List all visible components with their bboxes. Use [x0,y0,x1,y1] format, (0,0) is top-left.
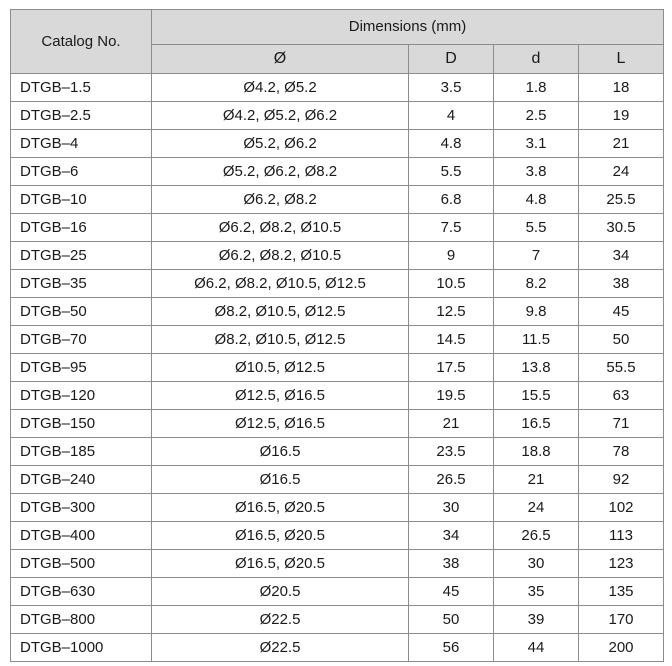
d-cell: 24 [494,494,579,522]
d-cell: 13.8 [494,354,579,382]
d-cell: 11.5 [494,326,579,354]
L-cell: 24 [579,158,664,186]
L-cell: 19 [579,102,664,130]
L-cell: 113 [579,522,664,550]
D-cell: 38 [409,550,494,578]
diameter-cell: Ø4.2, Ø5.2, Ø6.2 [152,102,409,130]
D-cell: 56 [409,634,494,662]
table-row [11,214,664,242]
catalog-cell: DTGB–300 [11,494,152,522]
D-cell: 17.5 [409,354,494,382]
catalog-cell: DTGB–95 [11,354,152,382]
catalog-cell: DTGB–10 [11,186,152,214]
catalog-cell: DTGB–16 [11,214,152,242]
L-cell: 170 [579,606,664,634]
d-cell: 8.2 [494,270,579,298]
d-cell: 1.8 [494,74,579,102]
D-cell: 7.5 [409,214,494,242]
table-row [11,130,664,158]
L-cell: 21 [579,130,664,158]
diameter-cell: Ø6.2, Ø8.2, Ø10.5 [152,214,409,242]
D-column-header: D [409,45,494,74]
diameter-cell: Ø5.2, Ø6.2, Ø8.2 [152,158,409,186]
table-row [11,102,664,130]
d-column-header: d [494,45,579,74]
catalog-cell: DTGB–630 [11,578,152,606]
L-cell: 34 [579,242,664,270]
d-cell: 4.8 [494,186,579,214]
diameter-cell: Ø12.5, Ø16.5 [152,410,409,438]
table-row [11,298,664,326]
D-cell: 30 [409,494,494,522]
header-row-top [11,10,664,45]
table-row [11,438,664,466]
diameter-cell: Ø16.5, Ø20.5 [152,522,409,550]
D-cell: 4 [409,102,494,130]
D-cell: 6.8 [409,186,494,214]
d-cell: 3.8 [494,158,579,186]
D-cell: 12.5 [409,298,494,326]
L-column-header: L [579,45,664,74]
D-cell: 23.5 [409,438,494,466]
diameter-cell: Ø16.5 [152,466,409,494]
catalog-cell: DTGB–185 [11,438,152,466]
catalog-cell: DTGB–1.5 [11,74,152,102]
d-cell: 15.5 [494,382,579,410]
diameter-cell: Ø16.5, Ø20.5 [152,550,409,578]
L-cell: 38 [579,270,664,298]
L-cell: 92 [579,466,664,494]
d-cell: 44 [494,634,579,662]
catalog-cell: DTGB–4 [11,130,152,158]
dimensions-header: Dimensions (mm) [152,10,664,45]
dimensions-table [10,9,664,662]
catalog-cell: DTGB–240 [11,466,152,494]
table-row [11,634,664,662]
table-header [11,10,664,74]
L-cell: 78 [579,438,664,466]
diameter-cell: Ø12.5, Ø16.5 [152,382,409,410]
D-cell: 21 [409,410,494,438]
d-cell: 7 [494,242,579,270]
d-cell: 16.5 [494,410,579,438]
L-cell: 135 [579,578,664,606]
catalog-no-header: Catalog No. [11,10,152,74]
table-row [11,578,664,606]
L-cell: 25.5 [579,186,664,214]
catalog-cell: DTGB–1000 [11,634,152,662]
diameter-cell: Ø4.2, Ø5.2 [152,74,409,102]
d-cell: 30 [494,550,579,578]
D-cell: 4.8 [409,130,494,158]
table-row [11,522,664,550]
diameter-cell: Ø10.5, Ø12.5 [152,354,409,382]
diameter-cell: Ø8.2, Ø10.5, Ø12.5 [152,298,409,326]
D-cell: 50 [409,606,494,634]
catalog-cell: DTGB–50 [11,298,152,326]
d-cell: 9.8 [494,298,579,326]
D-cell: 34 [409,522,494,550]
d-cell: 3.1 [494,130,579,158]
catalog-cell: DTGB–35 [11,270,152,298]
table-row [11,466,664,494]
diameter-cell: Ø8.2, Ø10.5, Ø12.5 [152,326,409,354]
table-row [11,242,664,270]
L-cell: 123 [579,550,664,578]
d-cell: 35 [494,578,579,606]
table-row [11,606,664,634]
D-cell: 19.5 [409,382,494,410]
table-row [11,186,664,214]
L-cell: 50 [579,326,664,354]
table-row [11,494,664,522]
table-row [11,158,664,186]
D-cell: 26.5 [409,466,494,494]
d-cell: 5.5 [494,214,579,242]
table-row [11,382,664,410]
catalog-cell: DTGB–400 [11,522,152,550]
D-cell: 5.5 [409,158,494,186]
diameter-cell: Ø6.2, Ø8.2, Ø10.5 [152,242,409,270]
catalog-cell: DTGB–25 [11,242,152,270]
diameter-cell: Ø16.5 [152,438,409,466]
D-cell: 3.5 [409,74,494,102]
d-cell: 39 [494,606,579,634]
L-cell: 45 [579,298,664,326]
table-row [11,550,664,578]
catalog-cell: DTGB–800 [11,606,152,634]
d-cell: 2.5 [494,102,579,130]
diameter-cell: Ø22.5 [152,606,409,634]
catalog-cell: DTGB–2.5 [11,102,152,130]
L-cell: 200 [579,634,664,662]
diameter-cell: Ø6.2, Ø8.2, Ø10.5, Ø12.5 [152,270,409,298]
catalog-cell: DTGB–500 [11,550,152,578]
D-cell: 9 [409,242,494,270]
catalog-cell: DTGB–70 [11,326,152,354]
table-row [11,270,664,298]
table-row [11,74,664,102]
catalog-cell: DTGB–120 [11,382,152,410]
catalog-cell: DTGB–150 [11,410,152,438]
diameter-cell: Ø22.5 [152,634,409,662]
diameter-cell: Ø20.5 [152,578,409,606]
catalog-cell: DTGB–6 [11,158,152,186]
L-cell: 55.5 [579,354,664,382]
d-cell: 18.8 [494,438,579,466]
table-row [11,326,664,354]
L-cell: 71 [579,410,664,438]
d-cell: 26.5 [494,522,579,550]
table-row [11,354,664,382]
diameter-cell: Ø6.2, Ø8.2 [152,186,409,214]
d-cell: 21 [494,466,579,494]
diameter-cell: Ø16.5, Ø20.5 [152,494,409,522]
D-cell: 14.5 [409,326,494,354]
L-cell: 63 [579,382,664,410]
D-cell: 45 [409,578,494,606]
table-body [11,74,664,662]
D-cell: 10.5 [409,270,494,298]
diameter-column-header: Ø [152,45,409,74]
L-cell: 30.5 [579,214,664,242]
diameter-cell: Ø5.2, Ø6.2 [152,130,409,158]
L-cell: 102 [579,494,664,522]
L-cell: 18 [579,74,664,102]
table-row [11,410,664,438]
